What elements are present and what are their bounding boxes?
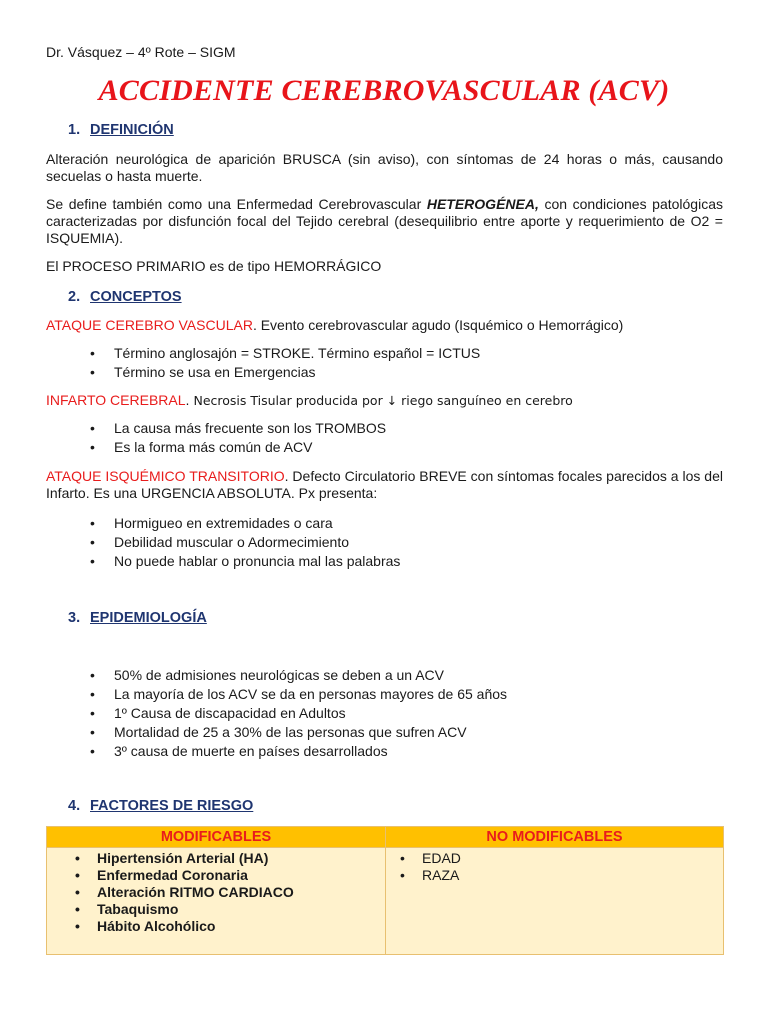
list-item: • RAZA bbox=[386, 867, 723, 884]
list-item: • 3º causa de muerte en países desarrollados bbox=[88, 742, 507, 761]
definition-ait: . Defecto Circulatorio BREVE con síntomas focales parecidos a los del Infarto. Es una URGENCIA ABSOLUTA. Px presenta: bbox=[46, 468, 723, 501]
list-item: • EDAD bbox=[386, 850, 723, 867]
section-heading-conceptos bbox=[68, 289, 182, 305]
section-number: 1. bbox=[68, 122, 81, 138]
definition-acv: . Evento cerebrovascular agudo (Isquémico o Hemorrágico) bbox=[252, 317, 624, 333]
term-acv: ATAQUE CEREBRO VASCULAR bbox=[46, 317, 253, 333]
section-number: 2. bbox=[68, 289, 81, 305]
section-heading-text: FACTORES DE RIESGO bbox=[90, 798, 254, 814]
section-heading-text: EPIDEMIOLOGÍA bbox=[90, 610, 207, 626]
epidemiologia-bullet-list bbox=[88, 666, 507, 761]
list-item: • La causa más frecuente son los TROMBOS bbox=[88, 419, 386, 438]
infarto-bullet-list bbox=[88, 419, 386, 457]
concepto-acv bbox=[46, 317, 723, 334]
list-item: • Alteración RITMO CARDIACO bbox=[47, 884, 385, 901]
section-heading-definicion bbox=[68, 122, 174, 138]
list-item: • Hormigueo en extremidades o cara bbox=[88, 514, 400, 533]
definicion-paragraph-1: Alteración neurológica de aparición BRUSCA (sin aviso), con síntomas de 24 horas o más, causando secuelas o hasta muerte. bbox=[46, 151, 723, 184]
term-infarto: INFARTO CEREBRAL bbox=[46, 392, 186, 408]
list-item: • Hipertensión Arterial (HA) bbox=[47, 850, 385, 867]
list-item: • Mortalidad de 25 a 30% de las personas que sufren ACV bbox=[88, 723, 507, 742]
modificables-cell bbox=[47, 848, 386, 955]
term-ait: ATAQUE ISQUÉMICO TRANSITORIO bbox=[46, 468, 285, 484]
column-header-modificables: MODIFICABLES bbox=[47, 827, 386, 848]
no-modificables-list bbox=[386, 850, 723, 884]
modificables-list bbox=[47, 850, 385, 935]
text-run: Se define también como una Enfermedad Cerebrovascular bbox=[46, 196, 427, 212]
list-item: • Es la forma más común de ACV bbox=[88, 438, 386, 457]
text-run: con condiciones patológicas caracterizadas por disfunción focal del Tejido cerebral (desequilibrio entre aporte y requerimiento de O2 = ISQUEMIA). bbox=[46, 196, 723, 246]
definicion-paragraph-2 bbox=[46, 196, 723, 247]
section-number: 3. bbox=[68, 610, 81, 626]
section-heading-epidemiologia bbox=[68, 610, 207, 626]
definicion-paragraph-3: El PROCESO PRIMARIO es de tipo HEMORRÁGICO bbox=[46, 258, 382, 274]
section-heading-text: DEFINICIÓN bbox=[90, 122, 174, 138]
no-modificables-cell bbox=[386, 848, 724, 955]
definition-infarto: . Necrosis Tisular producida por ↓ riego sanguíneo en cerebro bbox=[185, 393, 573, 408]
section-number: 4. bbox=[68, 798, 81, 814]
section-heading-factores bbox=[68, 798, 253, 814]
risk-factors-table bbox=[46, 826, 724, 955]
list-item: • 50% de admisiones neurológicas se deben a un ACV bbox=[88, 666, 507, 685]
acv-bullet-list bbox=[88, 344, 480, 382]
concepto-ait bbox=[46, 468, 723, 502]
table-header-row bbox=[47, 827, 724, 848]
list-item: • No puede hablar o pronuncia mal las palabras bbox=[88, 552, 400, 571]
ait-bullet-list bbox=[88, 514, 400, 571]
list-item: • La mayoría de los ACV se da en personas mayores de 65 años bbox=[88, 685, 507, 704]
list-item: • 1º Causa de discapacidad en Adultos bbox=[88, 704, 507, 723]
list-item: • Hábito Alcohólico bbox=[47, 918, 385, 935]
table-row bbox=[47, 848, 724, 955]
page-title: ACCIDENTE CEREBROVASCULAR (ACV) bbox=[98, 74, 670, 107]
column-header-no-modificables: NO MODIFICABLES bbox=[386, 827, 724, 848]
concepto-infarto bbox=[46, 392, 723, 409]
list-item: • Término se usa en Emergencias bbox=[88, 363, 480, 382]
list-item: • Enfermedad Coronaria bbox=[47, 867, 385, 884]
author-line: Dr. Vásquez – 4º Rote – SIGM bbox=[46, 44, 236, 60]
emphasis-heterogenea: HETEROGÉNEA, bbox=[426, 196, 539, 212]
section-heading-text: CONCEPTOS bbox=[90, 289, 182, 305]
list-item: • Tabaquismo bbox=[47, 901, 385, 918]
list-item: • Debilidad muscular o Adormecimiento bbox=[88, 533, 400, 552]
list-item: • Término anglosajón = STROKE. Término español = ICTUS bbox=[88, 344, 480, 363]
